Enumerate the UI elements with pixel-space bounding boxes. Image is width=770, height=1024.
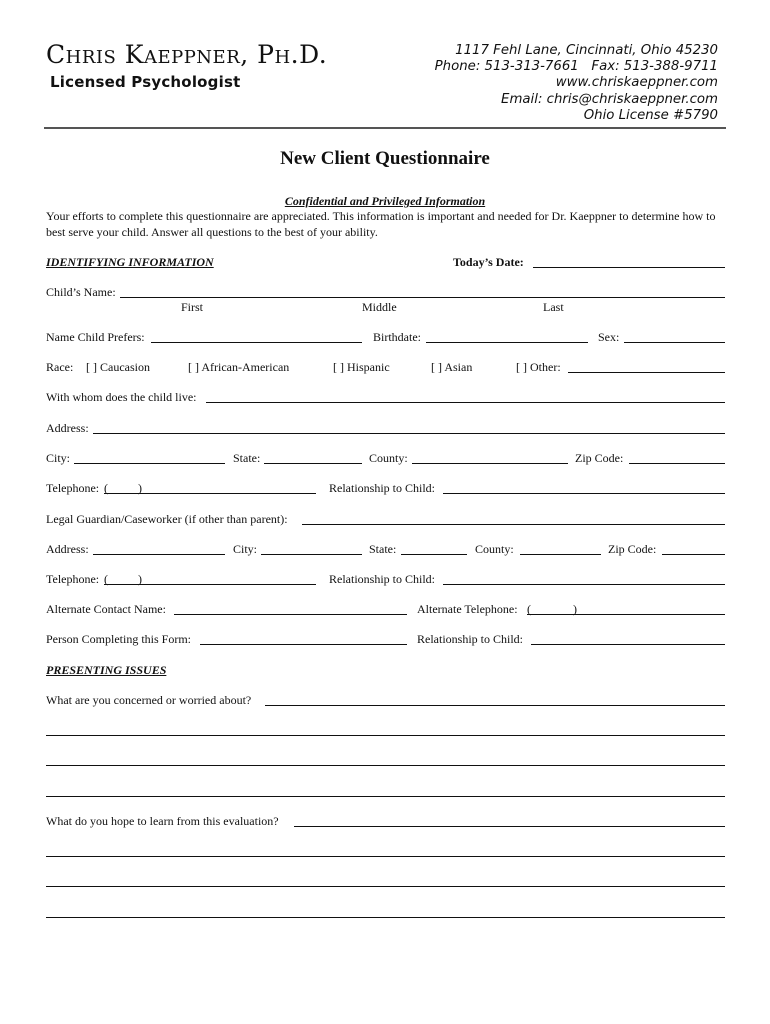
childs-name-field[interactable] [120,297,725,298]
contact-license: Ohio License #5790 [583,107,718,123]
telephone-field[interactable] [104,493,316,494]
guardian-address-label: Address: [46,542,89,556]
city-field[interactable] [74,463,225,464]
name-prefers-field[interactable] [151,342,362,343]
hope-learn-field-line-2[interactable] [46,856,725,857]
section-identifying: IDENTIFYING INFORMATION [46,255,214,269]
childs-name-label: Child’s Name: [46,285,116,299]
zip-label: Zip Code: [575,451,624,465]
section-presenting: PRESENTING ISSUES [46,663,167,677]
first-name-caption: First [181,300,204,314]
contact-block [435,43,718,124]
person-completing-field[interactable] [200,644,407,645]
race-caucasion-checkbox[interactable]: [ ] Caucasion [86,360,150,374]
confidential-note: Confidential and Privileged Information [284,194,486,208]
address-label: Address: [46,421,89,435]
race-other-checkbox[interactable]: [ ] Other: [516,360,561,374]
concerned-field-line-1[interactable] [265,705,725,706]
guardian-label: Legal Guardian/Caseworker (if other than parent): [46,512,288,526]
guardian-state-label: State: [369,542,397,556]
county-label: County: [369,451,408,465]
telephone-area-code-parens: ( ) [104,481,142,495]
hope-learn-field-line-3[interactable] [46,886,725,887]
guardian-relationship-field[interactable] [443,584,725,585]
alt-phone-label: Alternate Telephone: [417,602,518,616]
intro-paragraph: Your efforts to complete this questionnaire are appreciated. This information is important and needed for Dr. Kaeppner to determine how to best serve your child. Answer all questions to the best of your ability. [46,209,716,239]
name-prefers-label: Name Child Prefers: [46,330,145,344]
telephone-label: Telephone: [46,481,100,495]
concerned-field-line-2[interactable] [46,735,725,736]
sex-field[interactable] [624,342,725,343]
person-relationship-label: Relationship to Child: [417,632,524,646]
address-field[interactable] [93,433,725,434]
guardian-state-field[interactable] [401,554,467,555]
person-completing-label: Person Completing this Form: [46,632,192,646]
hope-learn-field-line-1[interactable] [294,826,725,827]
race-hispanic-checkbox[interactable]: [ ] Hispanic [333,360,390,374]
practitioner-name: Chris Kaeppner, Ph.D. [46,40,328,69]
alt-phone-field[interactable] [527,614,725,615]
hope-learn-label: What do you hope to learn from this evaluation? [46,814,279,828]
city-label: City: [46,451,71,465]
sex-label: Sex: [598,330,620,344]
birthdate-field[interactable] [426,342,588,343]
relationship-field[interactable] [443,493,725,494]
guardian-county-label: County: [475,542,514,556]
last-name-caption: Last [543,300,564,314]
lives-with-label: With whom does the child live: [46,390,197,404]
practitioner-title: Licensed Psychologist [50,73,241,91]
guardian-zip-field[interactable] [662,554,725,555]
contact-website: www.chriskaeppner.com [555,75,718,91]
state-field[interactable] [264,463,362,464]
hope-learn-field-line-4[interactable] [46,917,725,918]
concerned-field-line-4[interactable] [46,796,725,797]
relationship-label: Relationship to Child: [329,481,436,495]
state-label: State: [233,451,261,465]
guardian-county-field[interactable] [520,554,601,555]
lives-with-field[interactable] [206,402,725,403]
concerned-field-line-3[interactable] [46,765,725,766]
birthdate-label: Birthdate: [373,330,421,344]
guardian-telephone-field[interactable] [104,584,316,585]
race-asian-checkbox[interactable]: [ ] Asian [431,360,473,374]
zip-field[interactable] [629,463,725,464]
todays-date-field[interactable] [533,267,725,268]
middle-name-caption: Middle [362,300,397,314]
guardian-city-label: City: [233,542,258,556]
race-african-american-checkbox[interactable]: [ ] African-American [188,360,290,374]
guardian-address-field[interactable] [93,554,225,555]
form-title: New Client Questionnaire [280,148,490,169]
alt-contact-field[interactable] [174,614,407,615]
guardian-telephone-label: Telephone: [46,572,100,586]
todays-date-label: Today’s Date: [453,255,524,269]
alt-phone-area-code-parens: ( ) [527,602,577,616]
guardian-city-field[interactable] [261,554,362,555]
county-field[interactable] [412,463,568,464]
race-label: Race: [46,360,74,374]
contact-phone-fax: Phone: 513-313-7661 Fax: 513-388-9711 [434,59,718,75]
header-divider [44,127,726,129]
concerned-label: What are you concerned or worried about? [46,693,252,707]
person-relationship-field[interactable] [531,644,725,645]
contact-address: 1117 Fehl Lane, Cincinnati, Ohio 45230 [455,43,718,58]
guardian-zip-label: Zip Code: [608,542,657,556]
contact-email: Email: chris@chriskaeppner.com [501,91,718,107]
guardian-relationship-label: Relationship to Child: [329,572,436,586]
guardian-field[interactable] [302,524,725,525]
alt-contact-label: Alternate Contact Name: [46,602,166,616]
guardian-telephone-area-code-parens: ( ) [104,572,142,586]
race-other-field[interactable] [568,372,725,373]
